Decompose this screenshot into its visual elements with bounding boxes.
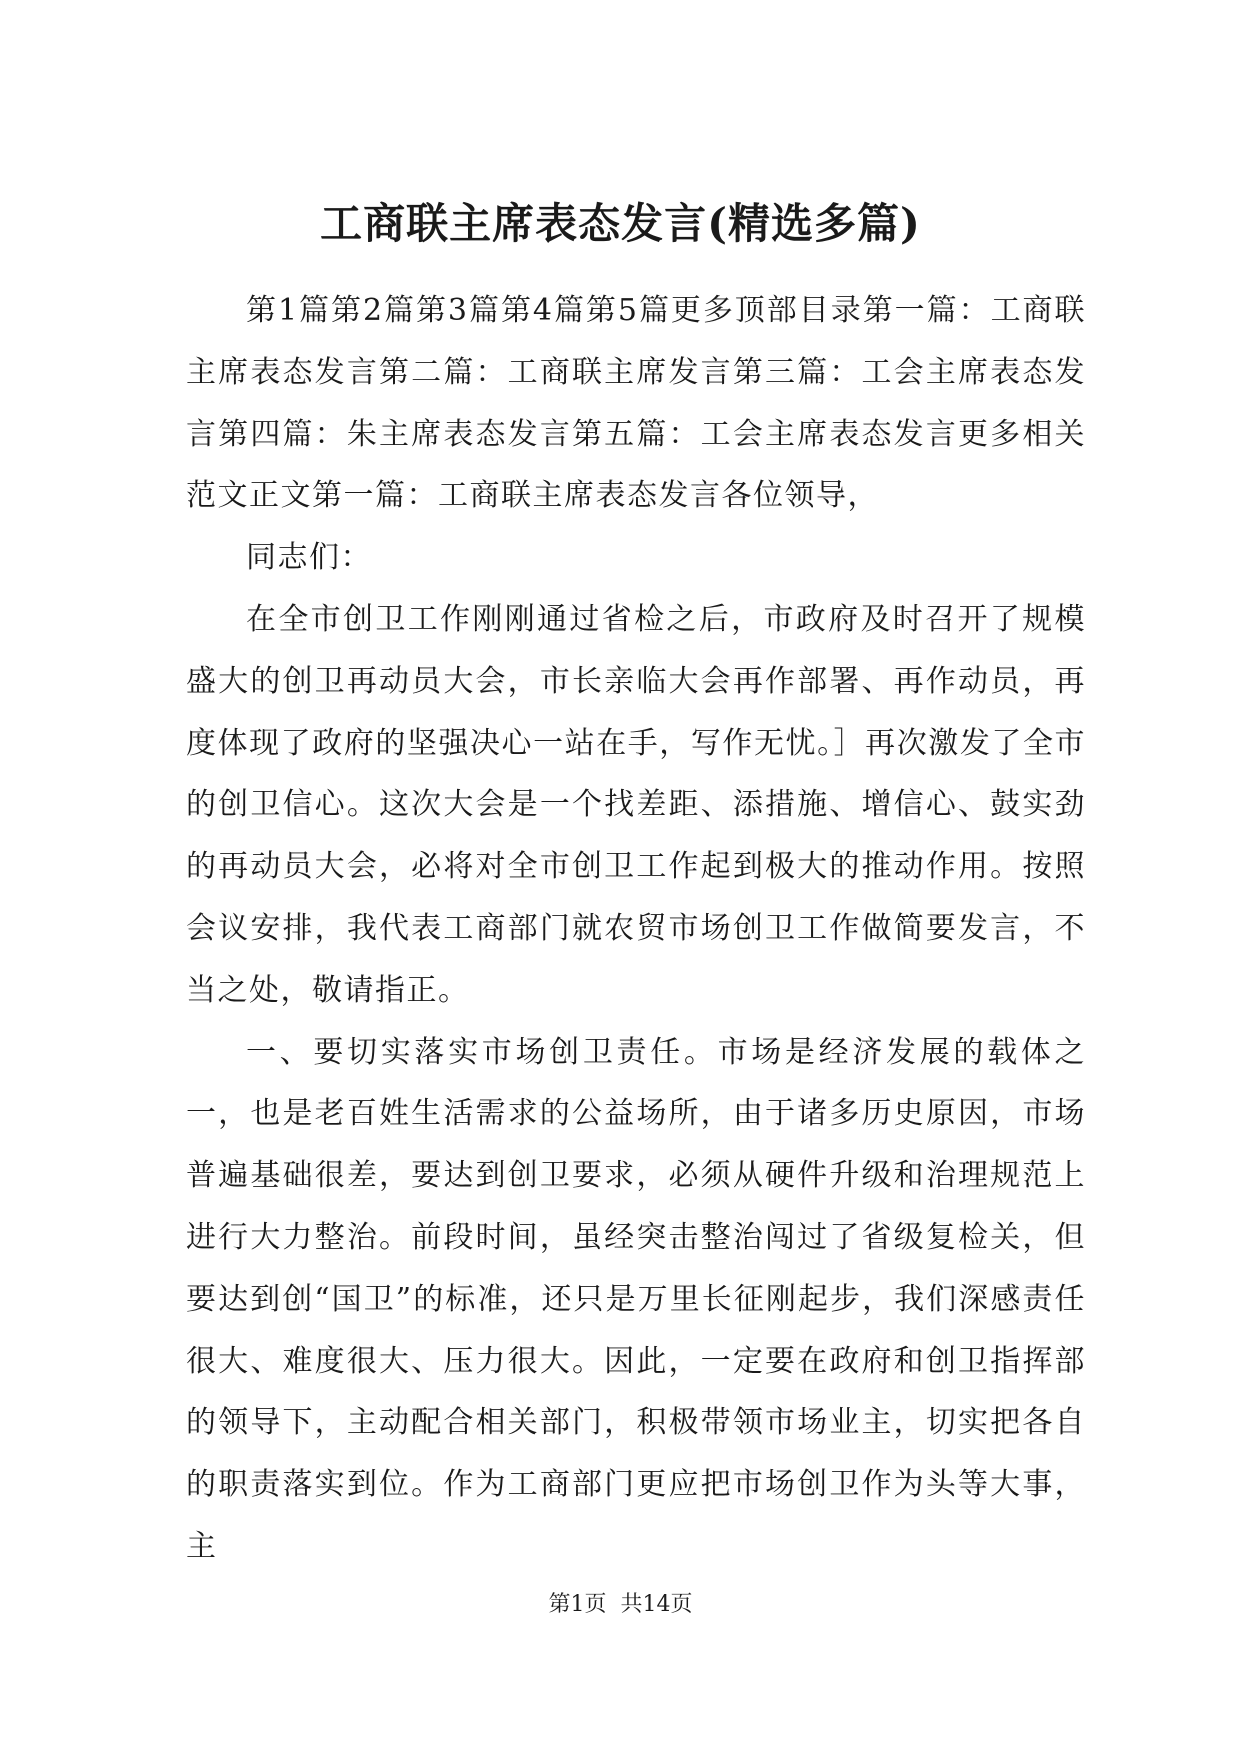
paragraph-salutation: 同志们： xyxy=(246,540,372,576)
paragraph-point-one: 一、要切实落实市场创卫责任。市场是经济发展的载体之一，也是老百姓生活需求的公益场所，由于诸多历史原因，市场普遍基础很差，要达到创卫要求，必须从硬件升级和治理规范上进行大力整治。前段时间，虽经突击整治闯过了省级复检关，但要达到创“国卫”的标准，还只是万里长征刚起步，我们深感责任很大、难度很大、压力很大。因此，一定要在政府和创卫指挥部的领导下，主动配合相关部门，积极带领市场业主，切实把各自的职责落实到位。作为工商部门更应把市场创卫作为头等大事，主 xyxy=(186,1034,1086,1564)
document-title: 工商联主席表态发言(精选多篇) xyxy=(320,199,921,248)
document-body xyxy=(186,280,1086,1578)
page-total: 共14页 xyxy=(620,1592,693,1617)
paragraph-table-of-contents: 第1篇第2篇第3篇第4篇第5篇更多顶部目录第一篇：工商联主席表态发言第二篇：工商联主席发言第三篇：工会主席表态发言第四篇：朱主席表态发言第五篇：工会主席表态发言更多相关范文正文第一篇：工商联主席表态发言各位领导， xyxy=(186,293,1086,514)
paragraph-intro: 在全市创卫工作刚刚通过省检之后，市政府及时召开了规模盛大的创卫再动员大会，市长亲临大会再作部署、再作动员，再度体现了政府的坚强决心一站在手，写作无忧。］再次激发了全市的创卫信心。这次大会是一个找差距、添措施、增信心、鼓实劲的再动员大会，必将对全市创卫工作起到极大的推动作用。按照会议安排，我代表工商部门就农贸市场创卫工作做简要发言，不当之处，敬请指正。 xyxy=(186,601,1086,1008)
page-number: 第1页 xyxy=(548,1592,607,1617)
page-footer xyxy=(0,1590,1241,1620)
